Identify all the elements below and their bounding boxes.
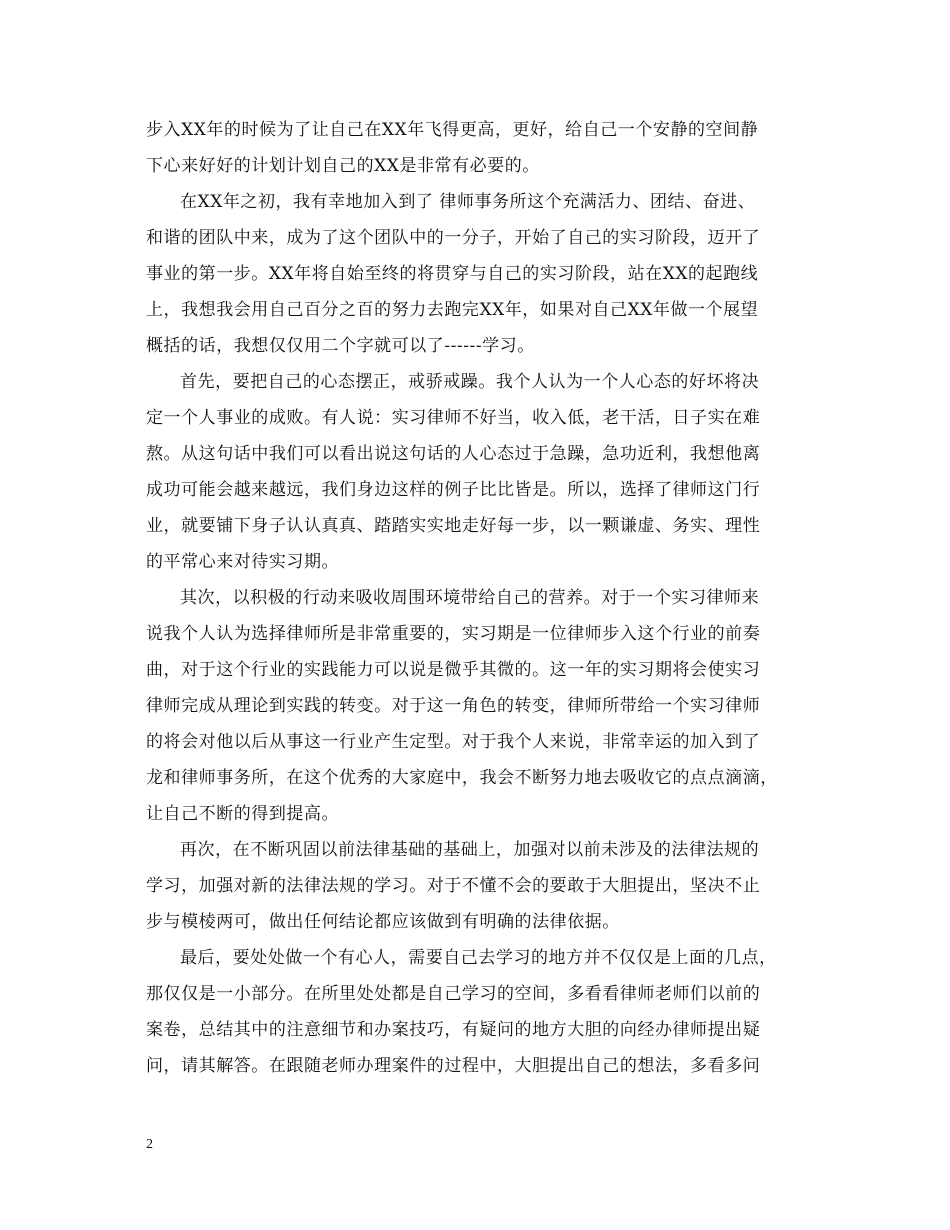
- paragraph-6-line-1: 最后，要处处做一个有心人，需要自己去学习的地方并不仅仅是上面的几点，: [180, 948, 777, 968]
- paragraph-4-line-6: 龙和律师事务所，在这个优秀的大家庭中，我会不断努力地去吸收它的点点滴滴，: [146, 768, 778, 788]
- paragraph-2-line-4: 上，我想我会用自己百分之百的努力去跑完XX年，如果对自己XX年做一个展望: [146, 300, 759, 320]
- paragraph-5-line-3: 步与模棱两可，做出任何结论都应该做到有明确的法律依据。: [146, 912, 620, 932]
- paragraph-4-line-5: 的将会对他以后从事这一行业产生定型。对于我个人来说，非常幸运的加入到了: [146, 732, 761, 752]
- paragraph-2-line-1: 在XX年之初，我有幸地加入到了 律师事务所这个充满活力、团结、奋进、: [180, 192, 756, 212]
- paragraph-6-line-3: 案卷，总结其中的注意细节和办案技巧，有疑问的地方大胆的向经办律师提出疑: [146, 1020, 761, 1040]
- paragraph-3-line-3: 熬。从这句话中我们可以看出说这句话的人心态过于急躁，急功近利，我想他离: [146, 444, 761, 464]
- paragraph-4-line-3: 曲，对于这个行业的实践能力可以说是微乎其微的。这一年的实习期将会使实习: [146, 660, 761, 680]
- paragraph-3-line-4: 成功可能会越来越远，我们身边这样的例子比比皆是。所以，选择了律师这门行: [146, 480, 761, 500]
- paragraph-5-line-2: 学习，加强对新的法律法规的学习。对于不懂不会的要敢于大胆提出，坚决不止: [146, 876, 761, 896]
- paragraph-3-line-5: 业，就要铺下身子认认真真、踏踏实实地走好每一步，以一颗谦虚、务实、理性: [146, 516, 761, 536]
- paragraph-4-line-1: 其次，以积极的行动来吸收周围环境带给自己的营养。对于一个实习律师来: [180, 588, 760, 608]
- paragraph-4-line-7: 让自己不断的得到提高。: [146, 804, 340, 824]
- paragraph-5-line-1: 再次，在不断巩固以前法律基础的基础上，加强对以前未涉及的法律法规的: [180, 840, 760, 860]
- paragraph-2-line-2: 和谐的团队中来，成为了这个团队中的一分子，开始了自己的实习阶段，迈开了: [146, 228, 761, 248]
- paragraph-6-line-4: 问，请其解答。在跟随老师办理案件的过程中，大胆提出自己的想法，多看多问: [146, 1056, 761, 1076]
- paragraph-1-line-1: 步入XX年的时候为了让自己在XX年飞得更高，更好，给自己一个安静的空间静: [146, 120, 759, 140]
- paragraph-2-line-5: 概括的话，我想仅仅用二个字就可以了------学习。: [146, 336, 535, 356]
- paragraph-1-line-2: 下心来好好的计划计划自己的XX是非常有必要的。: [146, 156, 540, 176]
- paragraph-3-line-2: 定一个人事业的成败。有人说：实习律师不好当，收入低，老干活，日子实在难: [146, 408, 761, 428]
- paragraph-4-line-2: 说我个人认为选择律师所是非常重要的，实习期是一位律师步入这个行业的前奏: [146, 624, 761, 644]
- paragraph-6-line-2: 那仅仅是一小部分。在所里处处都是自己学习的空间，多看看律师老师们以前的: [146, 984, 761, 1004]
- paragraph-3-line-1: 首先，要把自己的心态摆正，戒骄戒躁。我个人认为一个人心态的好坏将决: [180, 372, 760, 392]
- paragraph-3-line-6: 的平常心来对待实习期。: [146, 552, 340, 572]
- paragraph-2-line-3: 事业的第一步。XX年将自始至终的将贯穿与自己的实习阶段，站在XX的起跑线: [146, 264, 759, 284]
- page-number: 2: [146, 1137, 153, 1152]
- paragraph-4-line-4: 律师完成从理论到实践的转变。对于这一角色的转变，律师所带给一个实习律师: [146, 696, 761, 716]
